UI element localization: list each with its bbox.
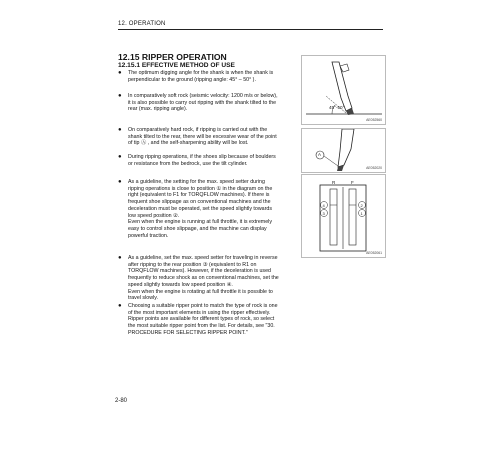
section-title: 12.15 RIPPER OPERATION xyxy=(118,52,227,62)
position-4-label: 4 xyxy=(322,202,325,208)
figure-code: AE052020 xyxy=(366,166,382,170)
figure-code: AE052061 xyxy=(366,251,382,255)
page-number: 2-80 xyxy=(115,398,128,404)
bullet-speed-setter-reverse xyxy=(118,255,338,302)
bullet-text: On comparatively hard rock, if ripping is carried out with the shank tilted to the rear, there will be excessive wear of the point of tip Ⓐ , and the self-sharpening ability will be lost. xyxy=(128,127,277,147)
bullet-dot: ● xyxy=(118,179,122,185)
bullet-text: Choosing a suitable ripper point to match the type of rock is one of the most important elements in using the ripper effectively. Ripper points are available for different types of rock, so select the most suitable ripper point from the list. For details, see "30. PROCEDURE FOR SELECTING RIPPER POINT." xyxy=(128,303,278,336)
page-header: 12. OPERATION xyxy=(118,21,166,27)
bullet-text: The optimum digging angle for the shank is when the shank is perpendicular to the ground (ripping angle: 45° – 50° ). xyxy=(128,70,274,83)
bullet-dot: ● xyxy=(118,255,122,261)
bullet-dot: ● xyxy=(118,127,122,133)
position-1-label: 1 xyxy=(360,210,363,216)
label-r: R xyxy=(332,180,336,185)
bullet-dot: ● xyxy=(118,70,122,76)
bullet-dot: ● xyxy=(118,93,122,99)
label-f: F xyxy=(351,180,354,185)
tip-label-a: A xyxy=(318,152,321,157)
position-3-label: 3 xyxy=(322,210,325,216)
position-2-label: 2 xyxy=(360,202,363,208)
speed-setter-diagram xyxy=(302,175,385,257)
subsection-title: 12.15.1 EFFECTIVE METHOD OF USE xyxy=(118,62,235,69)
bullet-text: During ripping operations, if the shoes slip because of boulders or resistance from the bedrock, use the tilt cylinder. xyxy=(128,154,276,167)
figure-speed-setter xyxy=(301,174,386,258)
angle-label: 45°-50° xyxy=(329,105,345,110)
bullet-text: As a guideline, the setting for the max. speed setter during ripping operations is close to position ① in the diagram on the right (equivalent to F1 for TORQFLOW machines). If there is frequent shoe slippage as on conventional machines and the deceleration must be operated, set the speed slightly towards low speed position ②. Even when the engine is running at full throttle, it is extremely easy to control shoe slippage, and the machine can display powerful traction. xyxy=(128,179,273,239)
bullet-dot: ● xyxy=(118,154,122,160)
bullet-dot: ● xyxy=(118,303,122,309)
shank-outline xyxy=(338,129,354,167)
bullet-ripper-point xyxy=(118,303,338,337)
bullet-text: As a guideline, set the max. speed setter for traveling in reverse after ripping to the rear position ③ (equivalent to R1 on TORQFLOW machines). However, if the deceleration is used frequently to reduce shock as on conventional machines, set the speed slightly towards low speed position ④. Even when the engine is rotating at full throttle it is possible to travel slowly. xyxy=(128,255,279,302)
bullet-text: In comparatively soft rock (seismic velocity: 1200 m/s or below), it is also possible to carry out ripping with the shank tilted to the rear (max. ripping angle). xyxy=(128,93,278,113)
figure-code: AE052560 xyxy=(366,118,382,122)
callout-leader xyxy=(324,156,338,166)
figure-ripper-tip xyxy=(301,128,386,173)
header-rule xyxy=(118,29,383,30)
figure-shank-angle xyxy=(301,55,386,125)
shank-angle-diagram xyxy=(302,56,385,124)
